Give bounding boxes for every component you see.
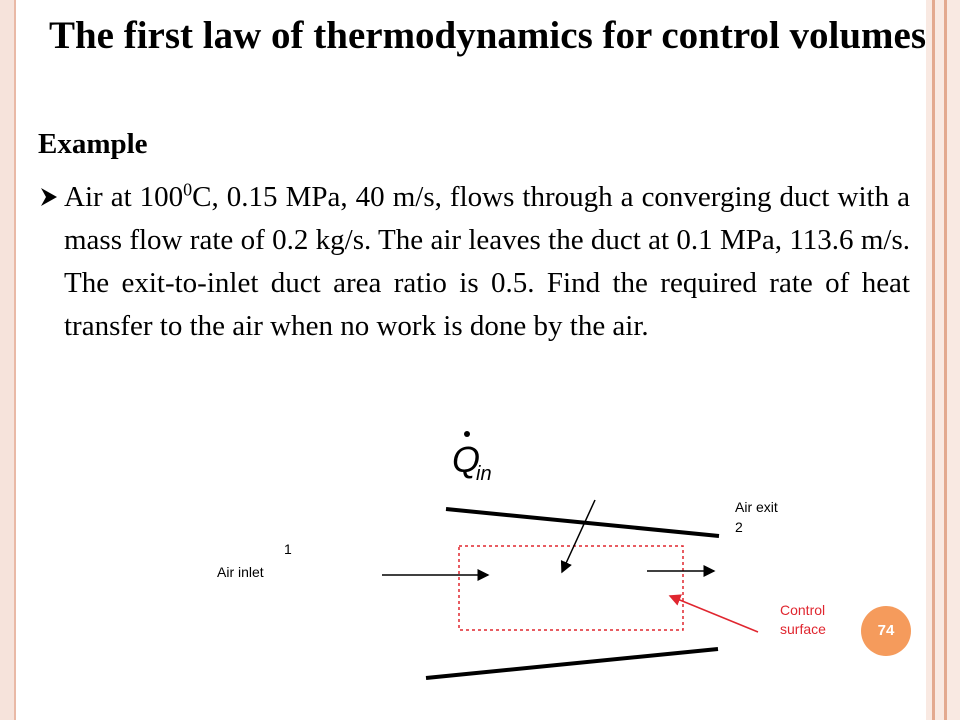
heat-rate-subscript: in [476,463,492,485]
slide-title: The first law of thermodynamics for control volumes [48,14,927,57]
heat-transfer-arrow [562,500,595,572]
inlet-label: Air inlet [217,564,264,580]
control-surface-pointer [670,596,758,632]
duct-lower-wall [426,649,718,678]
control-label-line2: surface [780,621,826,637]
border-line [944,0,947,720]
left-decorative-border [0,0,14,720]
exit-label: Air exit [735,499,778,515]
page-number-badge: 74 [861,606,911,656]
degree-superscript: 0 [183,179,193,200]
control-label-line1: Control [780,602,826,618]
inlet-number: 1 [284,541,292,557]
section-label: Example [38,128,148,160]
border-line [932,0,935,720]
duct-upper-wall [446,509,719,536]
q-dot-mark [464,431,470,437]
heat-rate-symbol: Q [452,439,481,480]
problem-statement [38,176,910,348]
problem-text-part1: Air at 100 [64,181,184,213]
right-decorative-border [926,0,960,720]
exit-number: 2 [735,519,743,535]
control-volume-diagram [200,420,900,720]
control-surface-boundary [459,546,683,630]
problem-text-part2: C, 0.15 MPa, 40 m/s, flows through a converging duct with a mass flow rate of 0.2 kg/s. The air leaves the duct at 0.1 MPa, 113.6 m/s. The exit-to-inlet duct area ratio is 0.5. Find the required rate of heat transfer to the air when no work is done by the air. [64,181,910,342]
